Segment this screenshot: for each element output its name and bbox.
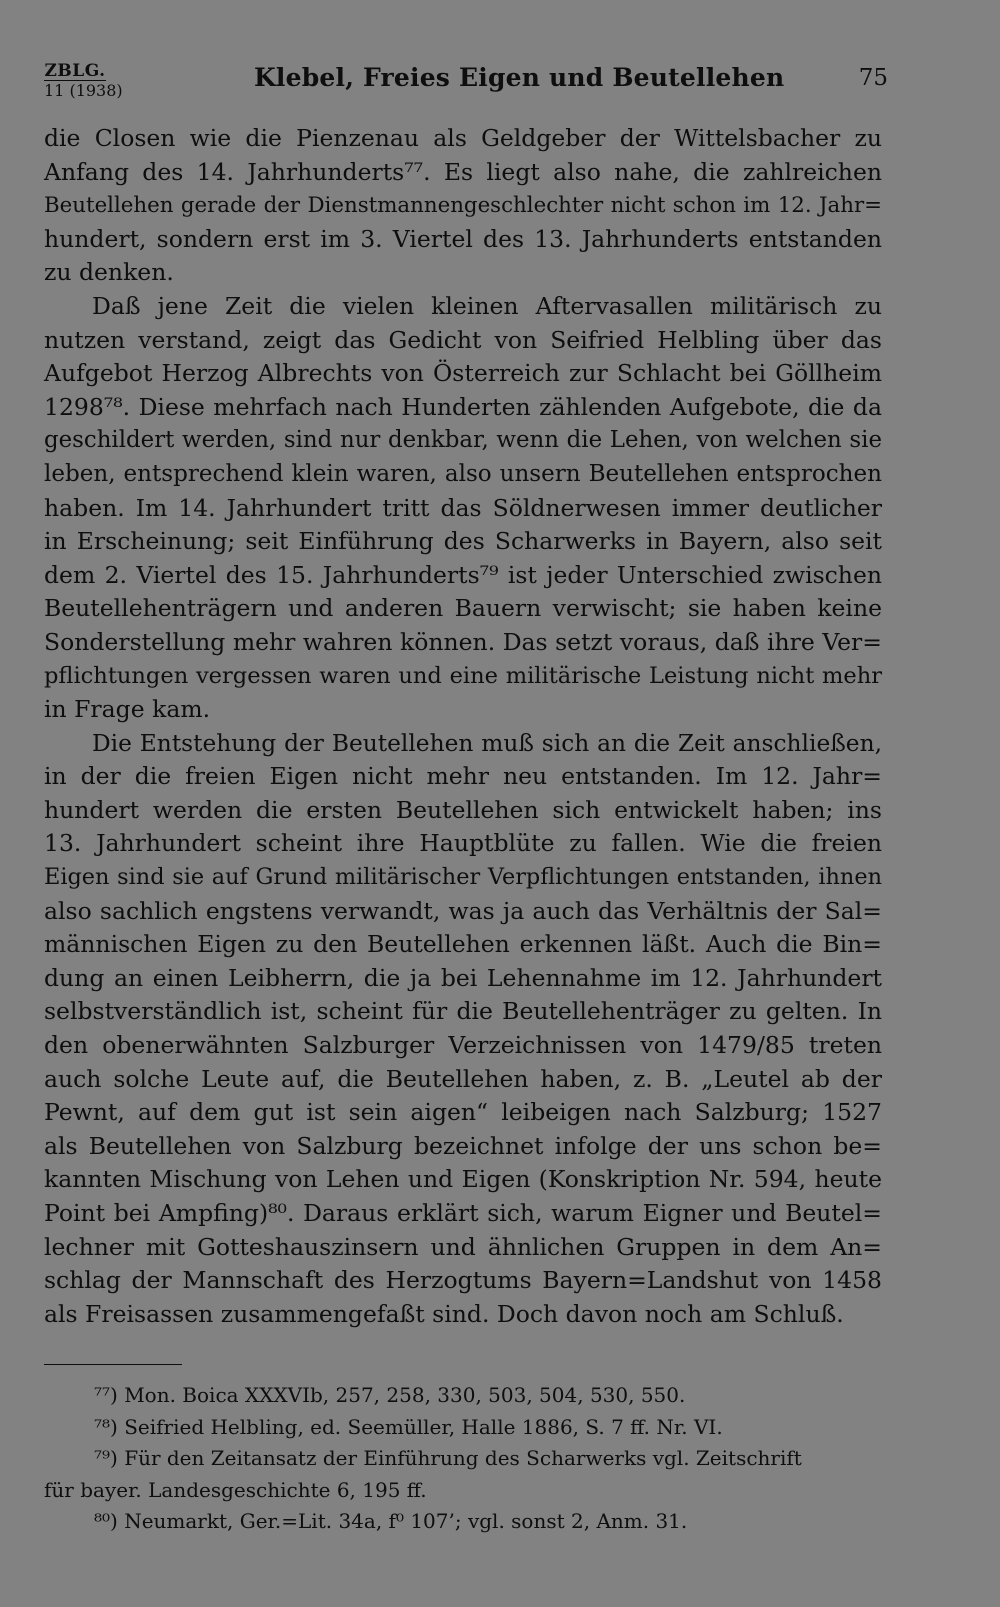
text-line: hundert, sondern erst im 3. Viertel des 13. Jahrhunderts entstanden bbox=[44, 224, 882, 253]
footnote-79 bbox=[44, 1443, 882, 1506]
text-line: lechner mit Gotteshauszinsern und ähnlichen Gruppen in dem An= bbox=[44, 1232, 882, 1261]
text-line: Die Entstehung der Beutellehen muß sich an die Zeit anschließen, bbox=[92, 729, 882, 757]
footnote-line: ⁸⁰) Neumarkt, Ger.=Lit. 34a, f⁰ 107’; vgl. sonst 2, Anm. 31. bbox=[94, 1509, 688, 1533]
text-line: Daß jene Zeit die vielen kleinen Aftervasallen militärisch zu bbox=[92, 291, 882, 320]
text-line: haben. Im 14. Jahrhundert tritt das Söldnerwesen immer deutlicher bbox=[44, 493, 882, 522]
text-line: selbstverständlich ist, scheint für die Beutellehenträger zu gelten. In bbox=[44, 997, 882, 1026]
journal-volume: 11 (1938) bbox=[44, 81, 123, 100]
text-line: in Erscheinung; seit Einführung des Scharwerks in Bayern, also seit bbox=[44, 527, 882, 556]
page-number: 75 bbox=[858, 65, 888, 91]
text-line: hundert werden die ersten Beutellehen sich entwickelt haben; ins bbox=[44, 795, 882, 824]
text-line: pflichtungen vergessen waren und eine militärische Leistung nicht mehr bbox=[44, 662, 882, 689]
text-line: schlag der Mannschaft des Herzogtums Bayern=Landshut von 1458 bbox=[44, 1266, 882, 1295]
text-line: Sonderstellung mehr wahren können. Das setzt voraus, daß ihre Ver= bbox=[44, 627, 882, 656]
footnote-77 bbox=[44, 1380, 882, 1412]
text-line: auch solche Leute auf, die Beutellehen haben, z. B. „Leutel ab der bbox=[44, 1064, 882, 1093]
text-line: als Beutellehen von Salzburg bezeichnet infolge der uns schon be= bbox=[44, 1131, 882, 1160]
text-line: leben, entsprechend klein waren, also unsern Beutellehen entsprochen bbox=[44, 460, 882, 487]
main-text bbox=[44, 122, 882, 1331]
text-line: nutzen verstand, zeigt das Gedicht von Seifried Helbling über das bbox=[44, 325, 882, 354]
text-line: Pewnt, auf dem gut ist sein aigen“ leibeigen nach Salzburg; 1527 bbox=[44, 1098, 882, 1127]
text-line: den obenerwähnten Salzburger Verzeichnissen von 1479/85 treten bbox=[44, 1031, 882, 1060]
text-line: Point bei Ampfing)⁸⁰. Daraus erklärt sich, warum Eigner und Beutel= bbox=[44, 1199, 882, 1227]
footnote-line: ⁷⁷) Mon. Boica XXXVIb, 257, 258, 330, 503, 504, 530, 550. bbox=[94, 1383, 686, 1407]
text-line: 13. Jahrhundert scheint ihre Hauptblüte zu fallen. Wie die freien bbox=[44, 829, 882, 858]
text-line: als Freisassen zusammengefaßt sind. Doch davon noch am Schluß. bbox=[44, 1299, 844, 1328]
footnote-line: ⁷⁸) Seifried Helbling, ed. Seemüller, Halle 1886, S. 7 ff. Nr. VI. bbox=[94, 1414, 723, 1439]
text-line: zu denken. bbox=[44, 258, 174, 287]
text-line: Beutellehen gerade der Dienstmannengeschlechter nicht schon im 12. Jahr= bbox=[44, 193, 882, 219]
text-line: Aufgebot Herzog Albrechts von Österreich zur Schlacht bei Göllheim bbox=[44, 359, 882, 388]
text-line: in Frage kam. bbox=[44, 695, 211, 724]
paragraph bbox=[44, 122, 882, 290]
footnote-80 bbox=[44, 1506, 882, 1538]
text-line: in der die freien Eigen nicht mehr neu entstanden. Im 12. Jahr= bbox=[44, 762, 882, 791]
footnotes bbox=[44, 1380, 882, 1538]
text-line: Anfang des 14. Jahrhunderts⁷⁷. Es liegt also nahe, die zahlreichen bbox=[44, 157, 882, 186]
running-title: Klebel, Freies Eigen und Beutellehen bbox=[254, 63, 785, 92]
journal-abbreviation: ZBLG. bbox=[44, 61, 106, 81]
text-line: Beutellehenträgern und anderen Bauern verwischt; sie haben keine bbox=[44, 594, 882, 623]
text-line: männischen Eigen zu den Beutellehen erkennen läßt. Auch die Bin= bbox=[44, 930, 882, 959]
text-line: dem 2. Viertel des 15. Jahrhunderts⁷⁹ ist jeder Unterschied zwischen bbox=[44, 560, 882, 589]
paragraph bbox=[44, 290, 882, 727]
page-header bbox=[44, 62, 888, 106]
footnote-line: für bayer. Landesgeschichte 6, 195 ff. bbox=[44, 1477, 427, 1502]
paragraph bbox=[44, 727, 882, 1332]
text-line: 1298⁷⁸. Diese mehrfach nach Hunderten zählenden Aufgebote, die da bbox=[44, 392, 882, 421]
footnote-separator bbox=[44, 1364, 182, 1365]
footnote-line: ⁷⁹) Für den Zeitansatz der Einführung des Scharwerks vgl. Zeitschrift bbox=[94, 1446, 802, 1470]
text-line: geschildert werden, sind nur denkbar, wenn die Lehen, von welchen sie bbox=[44, 427, 882, 454]
text-line: die Closen wie die Pienzenau als Geldgeber der Wittelsbacher zu bbox=[44, 124, 882, 152]
footnote-78 bbox=[44, 1412, 882, 1444]
text-line: Eigen sind sie auf Grund militärischer Verpflichtungen entstanden, ihnen bbox=[44, 864, 882, 891]
text-line: also sachlich engstens verwandt, was ja auch das Verhältnis der Sal= bbox=[44, 896, 882, 925]
text-line: kannten Mischung von Lehen und Eigen (Konskription Nr. 594, heute bbox=[44, 1165, 882, 1194]
text-line: dung an einen Leibherrn, die ja bei Lehennahme im 12. Jahrhundert bbox=[44, 963, 882, 992]
journal-reference bbox=[44, 61, 123, 101]
